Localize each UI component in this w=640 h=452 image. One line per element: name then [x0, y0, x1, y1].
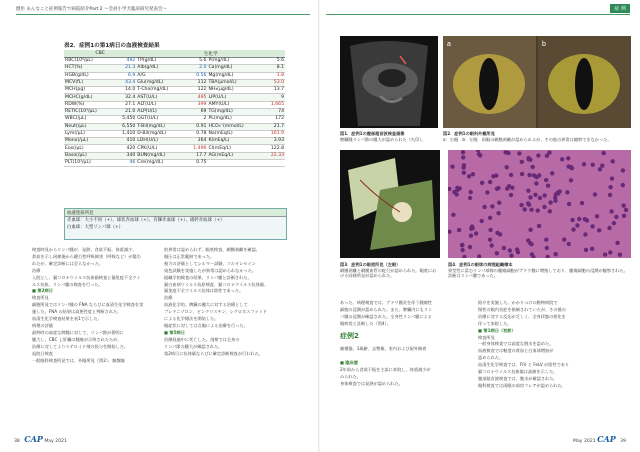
table-cell-label: MCHC(g/dL)	[64, 94, 114, 101]
body-column-1	[32, 247, 159, 364]
body-line: 腫大し、CBC 上肝臓の腫瘍が示唆されたため、	[32, 336, 122, 342]
table-cell-label: MCH(pg)	[64, 87, 114, 94]
table-cell-value: 5,450	[114, 116, 136, 123]
body-line: 眼病変と診断した（図4）。	[340, 320, 391, 326]
table-cell-label: Lym(/μL)	[64, 130, 114, 137]
table-row	[64, 58, 285, 65]
body-line: プレドニゾロン、ビンクリスチン、シクロホスファミド	[164, 309, 268, 315]
body-line: 眼科検査では両眼の前房フレアが認められた。	[478, 382, 566, 388]
fig4-caption	[448, 262, 631, 279]
header-rule	[16, 14, 310, 15]
body-column-3b	[340, 360, 470, 388]
table-row	[64, 101, 285, 108]
table-cell-label: TP(g/dL)	[136, 58, 185, 65]
body-line: 認められた。	[478, 355, 504, 361]
table-cell-value: 0.75	[185, 159, 207, 166]
right-page	[320, 0, 640, 452]
col-header-cbc: CBC	[64, 50, 136, 58]
table-cell-value: 410	[114, 138, 136, 145]
table-cell-value: 6.9	[114, 72, 136, 79]
table-cell-label: RDW(%)	[64, 101, 114, 108]
body-line: 治療	[32, 267, 41, 273]
body-line: 血液検査では軽度の貧血と白血球増加が	[478, 348, 554, 354]
table-cell-value: 161.9	[263, 130, 285, 137]
body-line: 伴って来院した。	[478, 320, 512, 326]
fig3-title: 図3．症例1の眼底所見（左眼）	[340, 262, 401, 267]
body-line: 眼症状に対しては点眼による治療を行った。	[164, 322, 248, 328]
table-cell-value: 420	[114, 145, 136, 152]
table-cell-label: Mg(mg/dL)	[207, 72, 262, 79]
table-cell-value: 43.4	[114, 79, 136, 86]
body-line: 一般身体検査では高度な脱水を認めた。	[478, 341, 554, 347]
table-cell-value: 17.7	[185, 152, 207, 159]
body-line: 入院とし、猫コロナウイルス抗体価検査と猫免疫不全ウイ	[32, 274, 141, 280]
body-line: 検査所見	[32, 295, 49, 301]
body-line: 細胞の浸潤が認められた。また、脾臓内にもリン	[340, 306, 433, 312]
table-cell-label: Cl(mEq/L)	[207, 145, 262, 152]
body-line: 検査時見からリンパ腫が、発熱、食欲不振、体重減少、	[32, 247, 137, 252]
table-cell-value: 22.33	[263, 152, 285, 159]
table-cell-value: 69	[185, 108, 207, 115]
body-line: 猫白血病ウイルス抗原検査、猫コロナウイルス抗体価、	[164, 281, 269, 287]
body-line: 治療	[164, 295, 173, 301]
table-cell-label: RETIC(10³/μL)	[64, 108, 114, 115]
page-number: 39	[620, 439, 626, 444]
table-cell-value: 21.3	[114, 65, 136, 72]
body-line: みられた。	[340, 373, 361, 379]
table-cell-label: HCT(%)	[64, 65, 114, 72]
body-line: 施した。FNA の結果は高悪性度と判断された。	[32, 309, 122, 315]
body-line: 最終時の高度な脾腫に対して、リンパ節が著明に	[32, 329, 124, 335]
table-cell-label: PL(mg/dL)	[207, 116, 262, 123]
table-cell-label: P(mg/dL)	[207, 58, 262, 65]
table-cell-label: HGB(g/dL)	[64, 72, 114, 79]
table-row	[64, 72, 285, 79]
table-cell-value: 2.0	[185, 65, 207, 72]
table-cell-label: Ca(mg/dL)	[207, 65, 262, 72]
table-cell-value: 0.91	[185, 123, 207, 130]
table-cell-value: 74	[263, 108, 285, 115]
table-cell-value: 0.78	[185, 130, 207, 137]
table-row	[64, 159, 285, 166]
body-line: 一般眼科検査所見では、外眼所見（図2）、無散瞳	[32, 357, 125, 363]
body-line: れたが、確定診断には至らなかった。	[32, 260, 104, 266]
body-line: 治療に対する反応が乏しく、全身状態の悪化を	[478, 313, 566, 319]
table-cell-label: WBC(/μL)	[64, 116, 114, 123]
issue: May 2021	[573, 439, 596, 444]
table-cell-label: Cre(mg/dL)	[136, 159, 185, 166]
table-row	[64, 79, 285, 86]
body-line: 貧血を示し同様後から緩行性呼吸障害（呼吸など）が疑わ	[32, 253, 141, 259]
body-line: ルス抗体、リンパ腫の検査を行った。	[32, 281, 103, 287]
table-cell-label: T-Bil(mg/dL)	[136, 123, 185, 130]
table-cell-label: Na(mEq/L)	[207, 130, 262, 137]
fig1-text: 脾臓腫リンパ節の腫大が認められた（矢印）。	[340, 136, 426, 142]
fig2-label-a: a	[447, 41, 451, 48]
table-cell-label: ALP(U/L)	[136, 108, 185, 115]
table-cell-label: ALT(U/L)	[136, 101, 185, 108]
body-line: 第2病日に抗体価ならびに確定診断検査が行われた。	[164, 350, 263, 356]
table-cell-label: AG(mEq/L)	[207, 152, 262, 159]
table-cell-label: RBC(10⁶/μL)	[64, 58, 114, 65]
table-row	[64, 87, 285, 94]
body-line: 細胞所見ではリンパ腫の FNA ならびに血清生化学検査を実	[32, 302, 144, 308]
table-row	[64, 65, 285, 72]
fig4-title: 図4．症例1の眼球の病理組織標本	[448, 262, 513, 267]
table-cell-label: HCO₃⁻(mmol/L)	[207, 123, 262, 130]
table-cell-label: K(mEq/L)	[207, 138, 262, 145]
fundus-image	[340, 150, 440, 258]
body-line: 腹部超音波検査では、腹水が確認された。	[478, 375, 558, 381]
body-line: ■ 第1病日（初診）	[478, 327, 516, 333]
table-cell-value: 8.1	[263, 65, 285, 72]
header-rule	[326, 14, 630, 15]
body-line: 病理の評価	[32, 322, 53, 328]
table-cell-value: 1,496	[185, 145, 207, 152]
table-cell-value: 1,410	[114, 130, 136, 137]
footer-left	[14, 434, 67, 444]
table-cell-label: LDH(U/L)	[136, 138, 185, 145]
fig2-caption	[443, 131, 631, 142]
table-row	[64, 123, 285, 130]
table-cell-label: AST(U/L)	[136, 94, 185, 101]
table-cell-label: NH₃(μg/dL)	[207, 87, 262, 94]
body-line: 退院日検査	[32, 350, 53, 356]
fig2-label-b: b	[542, 41, 546, 48]
body-line: パ腫の浸潤が確認された。全身性リンパ腫による	[340, 313, 432, 319]
table-cell-label: Alb(g/dL)	[136, 65, 185, 72]
table-cell-label: AMY(U/L)	[207, 101, 262, 108]
body-line: 身体検査では発熱が認められた。	[340, 380, 403, 386]
body-line: リンパ節の腫大が確認された。	[164, 343, 223, 349]
table-cell-label: BUN(mg/dL)	[136, 152, 185, 159]
table-cell-label: PLT(10³/μL)	[64, 159, 114, 166]
table-row	[64, 138, 285, 145]
table-cell-value: 5.6	[263, 58, 285, 65]
body-column-3	[340, 300, 470, 328]
page-number: 38	[14, 439, 20, 444]
table-cell-value: 492	[114, 58, 136, 65]
body-line: 治療に対してよりステロイド剤の投与を開始した。	[32, 343, 129, 349]
cap-logo: CAP	[597, 434, 616, 444]
table-cell-value: 5.6	[185, 58, 207, 65]
table-cell-label: A/G	[136, 72, 185, 79]
fig1-title: 図1．症例1の腹部超音波検査画像	[340, 131, 405, 136]
table-cell-value: 21.7	[263, 123, 285, 130]
table-row	[64, 108, 285, 115]
blood-smear-box	[64, 208, 287, 240]
body-column-4	[478, 300, 630, 390]
table-row	[64, 145, 285, 152]
body-line: 眼圧は正常範囲であった。	[164, 253, 215, 259]
table-cell-value: 172	[263, 116, 285, 123]
table-cell-label: Glu(mg/dL)	[136, 79, 185, 86]
table-cell-value: 53.0	[263, 79, 285, 86]
footer-right	[573, 434, 626, 444]
table-row	[64, 130, 285, 137]
body-line: 検査所見	[478, 334, 495, 340]
body-line: 紹介を実施した。かかりつけの動物病院で	[478, 300, 558, 305]
smear-title: 血液塗抹所見	[65, 209, 286, 217]
table-cell-value: 6,550	[114, 123, 136, 130]
body-line: 治療経過中に死亡した。剖検では全身の	[164, 336, 240, 342]
table-cell-label: Mono(/μL)	[64, 138, 114, 145]
body-line: 慢性の眼内炎症を指摘されていたが、その後の	[478, 306, 566, 312]
table-cell-label: TBA(μmol/L)	[207, 79, 262, 86]
running-header: 獣医 あんなこと症例報告で病院紹介Part 2 〜会員小学犬臨床研究発表会〜	[16, 7, 168, 12]
table-cell-value: 364	[185, 138, 207, 145]
table-cell-label: T-Cho(mg/dL)	[136, 87, 185, 94]
body-line: 血液化学的、脾臓の腫大に対する治療として	[164, 302, 248, 308]
section-badge: 症 例	[610, 4, 630, 13]
body-line: ■ 第2病日	[32, 288, 53, 294]
table-cell-value: 32.4	[114, 94, 136, 101]
body-line: ■ 臨床歴	[340, 360, 358, 365]
table-cell-value: 2	[185, 116, 207, 123]
table-cell-value: 1,665	[263, 101, 285, 108]
table-cell-value: 340	[114, 152, 136, 159]
blood-test-table	[64, 50, 285, 167]
table-cell-label: MCV(fL)	[64, 79, 114, 86]
body-line: 視力の評価としてシルマー試験、フルオレセイン	[164, 260, 256, 266]
table-cell-value: 27.1	[114, 101, 136, 108]
body-line: 血清生化学検査結果を表1で示した。	[32, 316, 102, 322]
table-cell-label: Baso(/μL)	[64, 152, 114, 159]
col-header-chem: 生化学	[136, 50, 285, 58]
table-cell-value: 122	[185, 87, 207, 94]
body-line: 猫免疫不全ウイルス抗体は陰性であった。	[164, 288, 244, 294]
body-line: 的異常は認められず、眼底検査、網膜剥離を確認。	[164, 247, 260, 252]
table-cell-value: 122.8	[263, 145, 285, 152]
table-cell-label: Eos(/μL)	[64, 145, 114, 152]
table-cell-value: 13.7	[263, 87, 285, 94]
case2-subtitle: 雑種猫、1歳齢、去勢雄、室内および屋外飼育	[340, 346, 427, 351]
fig1-caption	[340, 131, 438, 142]
issue: May 2021	[44, 439, 67, 444]
body-line: ■ 第5病日	[164, 329, 185, 335]
cap-logo: CAP	[24, 434, 43, 444]
table-row	[64, 152, 285, 159]
fig3-caption	[340, 262, 440, 279]
cat-eyes-image	[443, 36, 631, 128]
table-cell-value: 21.0	[114, 108, 136, 115]
body-line: 猫コロナウイルス抗体価は高値を示した。	[478, 369, 558, 375]
table-cell-value: 14.0	[114, 87, 136, 94]
table-cell-label: LIP(U/L)	[207, 94, 262, 101]
table-cell-label: TG(mg/dL)	[207, 108, 262, 115]
table-cell-value: 399	[185, 101, 207, 108]
ultrasound-image	[340, 36, 438, 128]
table-cell-value	[263, 159, 285, 166]
smear-line: 白血球：大型リンパ球（+）	[67, 224, 124, 230]
table-cell-value: 1.8	[263, 72, 285, 79]
fig2-text: a：右眼 b：左眼 両眼の網膜剥離が認められるが、その他の異常は観察できなかった。	[443, 136, 612, 142]
table-cell-value: 46	[114, 159, 136, 166]
smear-line: 赤血球：大小不同（+）、球状赤血球（+）、有棘赤血球（+）、破砕赤血球（+）	[67, 218, 225, 224]
table-cell-value: 112	[185, 79, 207, 86]
table-row	[64, 116, 285, 123]
body-line: 血清生化学検査では、FIV と FeLV が陰性であり	[478, 362, 570, 368]
table-row	[64, 94, 285, 101]
fig4-text: 異型性に富むリンパ球様の腫瘍細胞がブドウ膜に増殖しており、腫瘍細胞の浸潤が観察された。診断はリンパ腫であった。	[448, 267, 628, 279]
body-line: 組織学的検査の結果、リンパ腫と診断された。	[164, 274, 252, 280]
histology-image	[448, 150, 631, 258]
case2-heading: 症例2	[340, 332, 359, 340]
fig3-text: 網膜剥離と網膜血管の蛇行が認められた。眼底における同様所見が認められた。	[340, 267, 437, 279]
fig2-title: 図2．症例1の眼科外観所見	[443, 131, 495, 136]
table-cell-label: D-Bil(mg/dL)	[136, 130, 185, 137]
body-line: による化学療法を開始した。	[164, 316, 219, 322]
table-cell-label: CPK(U/L)	[136, 145, 185, 152]
body-line: あった。病理検査では、ブドウ膜炎を伴う腫瘍性	[340, 300, 433, 305]
table-title: 表2．症例1の第1病日の血液検査結果	[64, 43, 160, 49]
table-cell-label: Neut(/μL)	[64, 123, 114, 130]
body-column-2	[164, 247, 288, 358]
body-line: 染色試験を実施したが異常は認められなかった。	[164, 267, 257, 273]
table-cell-value: 3.93	[263, 138, 285, 145]
table-cell-label: GGT(U/L)	[136, 116, 185, 123]
table-cell-label	[207, 159, 262, 166]
body-line: 2年前から食欲不振を主訴に来院し、体重減少が	[340, 366, 431, 372]
table-cell-value: 9	[263, 94, 285, 101]
table-cell-value: 0.56	[185, 72, 207, 79]
table-cell-value: 495	[185, 94, 207, 101]
